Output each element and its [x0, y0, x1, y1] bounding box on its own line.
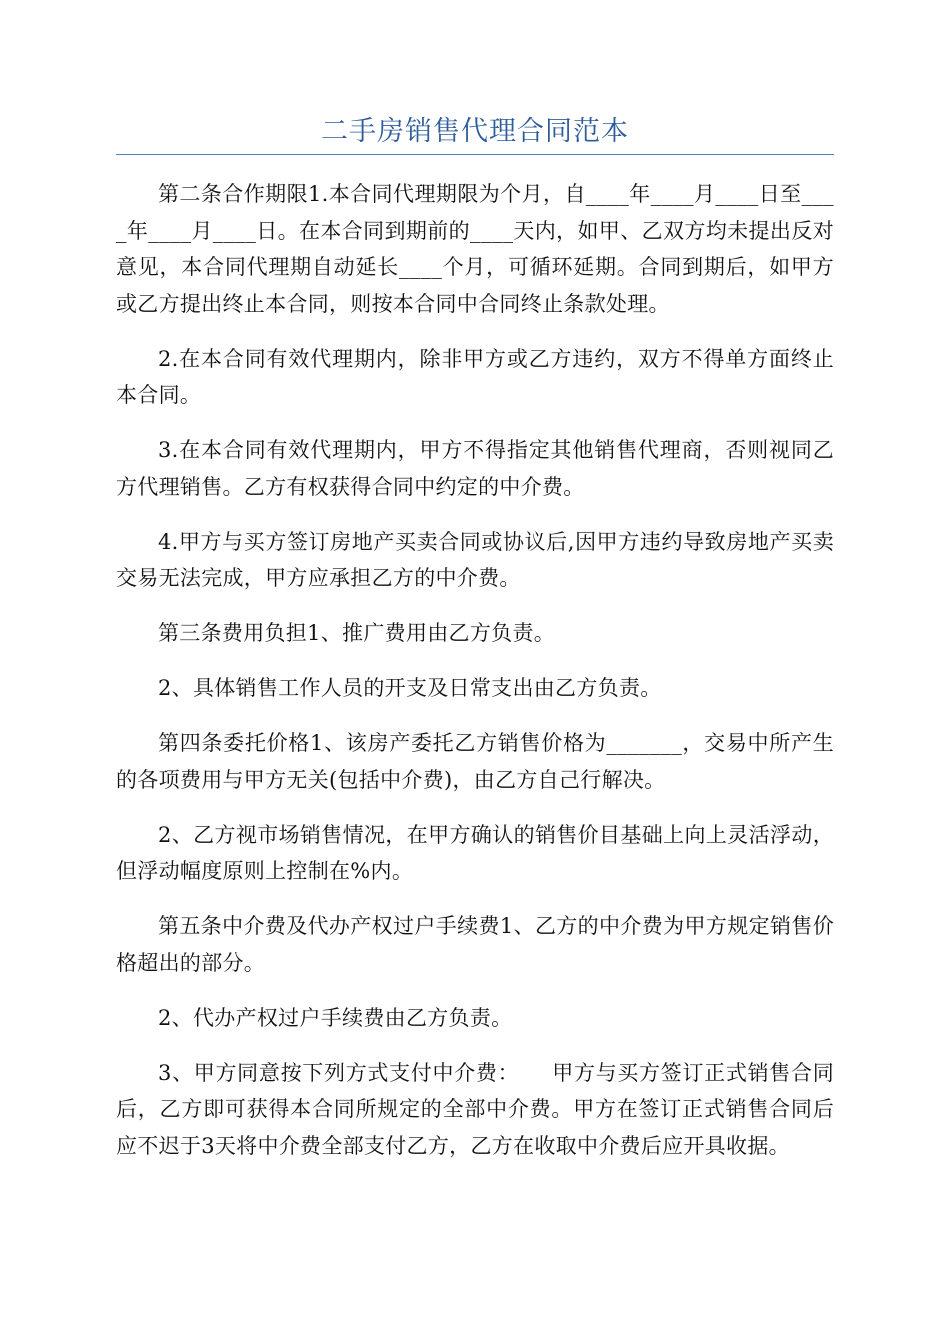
paragraph-article-4-clause-2: 2、乙方视市场销售情况，在甲方确认的销售价目基础上向上灵活浮动，但浮动幅度原则上控制在%内。	[116, 822, 834, 883]
document-body	[116, 176, 834, 1183]
paragraph-article-3-clause-2: 2、具体销售工作人员的开支及日常支出由乙方负责。	[158, 676, 662, 700]
document-title: 二手房销售代理合同范本	[321, 116, 629, 147]
paragraph-article-4-price: 第四条委托价格1、该房产委托乙方销售价格为_______，交易中所产生的各项费用与甲方无关(包括中介费)，由乙方自己行解决。	[116, 731, 834, 792]
paragraph-article-5-fees: 第五条中介费及代办产权过户手续费1、乙方的中介费为甲方规定销售价格超出的部分。	[116, 914, 834, 975]
paragraph-article-2-clause-2: 2.在本合同有效代理期内，除非甲方或乙方违约，双方不得单方面终止本合同。	[116, 346, 834, 407]
paragraph-article-5-clause-2: 2、代办产权过户手续费由乙方负责。	[158, 1005, 513, 1030]
paragraph-article-2-term: 第二条合作期限1.本合同代理期限为个月，自____年____月____日至____年____月____日。在本合同到期前的____天内，如甲、乙双方均未提出反对意见，本合同代理期自动延长____个月，可循环延期。合同到期后，如甲方或乙方提出终止本合同，则按本合同中合同终止条款处理。	[116, 182, 834, 316]
title-underline	[116, 154, 834, 155]
paragraph-article-5-clause-3: 3、甲方同意按下列方式支付中介费： 甲方与买方签订正式销售合同后，乙方即可获得本合同所规定的全部中介费。甲方在签订正式销售合同后应不迟于3天将中介费全部支付乙方，乙方在收取中介费后应开具收据。	[116, 1060, 834, 1158]
paragraph-article-2-clause-4: 4.甲方与买方签订房地产买卖合同或协议后,因甲方违约导致房地产买卖交易无法完成，甲方应承担乙方的中介费。	[116, 529, 834, 590]
paragraph-article-2-clause-3: 3.在本合同有效代理期内，甲方不得指定其他销售代理商，否则视同乙方代理销售。乙方有权获得合同中约定的中介费。	[116, 438, 834, 499]
paragraph-article-3-costs: 第三条费用负担1、推广费用由乙方负责。	[158, 621, 556, 645]
